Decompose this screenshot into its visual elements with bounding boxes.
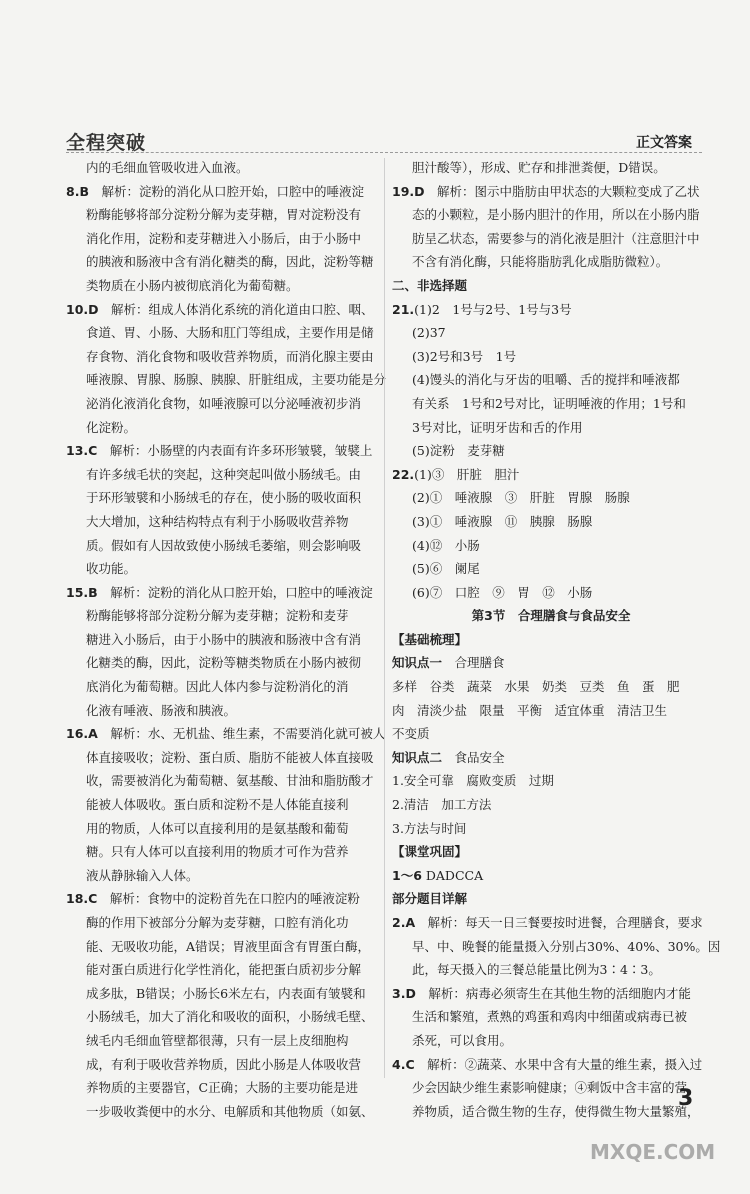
question-number: 18. [66,891,89,907]
section-title: 第3节 合理膳食与食品安全 [471,608,631,624]
text-line [66,651,378,675]
line-text: 合理膳食 [442,655,505,671]
line-text: (1)2 1号与2号、1号与3号 [414,301,572,317]
question-number: 2. [392,915,406,930]
line-text: 能、无吸收功能，A错误；胃液里面含有胃蛋白酶， [86,938,371,954]
line-text: 食品安全 [442,749,505,765]
text-line [66,1053,378,1077]
line-text: 少会因缺少维生素影响健康；④剩饭中含丰富的营 [412,1080,688,1096]
line-text: 此，每天摄入的三餐总能量比例为3∶4∶3。 [412,962,661,978]
line-text: 液从静脉输入人体。 [86,867,199,883]
line-text: 成多肽，B错误；小肠长6米左右，内表面有皱襞和 [86,985,366,1001]
header-section-label: 正文答案 [636,135,692,151]
line-text: 大大增加，这种结构特点有利于小肠吸收营养物 [86,513,349,529]
text-line [66,416,378,440]
line-text: 质。假如有人因故致使小肠绒毛萎缩，则会影响吸 [86,537,362,553]
line-text: 杀死，可以食用。 [412,1032,513,1048]
line-text: 解析：组成人体消化系统的消化道由口腔、咽、 [111,301,374,317]
answer-item [392,180,710,204]
answer-item [392,864,710,888]
text-line [66,156,378,180]
question-number: 10. [66,301,89,317]
text-line [66,1005,378,1029]
section-heading: 【课堂巩固】 [392,844,468,860]
line-text: 化液有唾液、肠液和胰液。 [86,702,237,718]
line-text: 化淀粉。 [86,419,137,435]
text-line [66,203,378,227]
text-line [66,463,378,487]
question-number: 1～6 [392,867,422,883]
text-line [66,250,378,274]
line-text: 生活和繁殖，煮熟的鸡蛋和鸡肉中细菌或病毒已被 [412,1009,688,1025]
text-line [66,1029,378,1053]
knowledge-point-label: 知识点二 [392,749,443,765]
answer-item [66,298,378,322]
line-text: (5)⑥ 阑尾 [412,561,480,577]
left-column [66,156,387,1119]
line-text: 泌消化液消化食物，如唾液腺可以分泌唾液初步消 [86,395,362,411]
text-line [392,958,710,982]
line-text: 能被人体吸收。蛋白质和淀粉不是人体能直接利 [86,797,349,813]
answer-item [66,581,378,605]
text-line [66,557,378,581]
text-line [392,368,710,392]
text-line [66,911,378,935]
text-line [392,203,710,227]
question-number: 21. [392,301,415,317]
question-number: 13. [66,443,89,459]
text-line [66,1076,378,1100]
line-text: 肪呈乙状态，需要参与的消化液是胆汁（注意胆汁中 [412,230,700,246]
answer-choice: A [405,915,416,930]
text-line [392,1100,710,1124]
text-line [392,935,721,959]
text-line [392,675,710,699]
text-line [392,1029,710,1053]
line-text: 粉酶能够将部分淀粉分解为麦芽糖；淀粉和麦芽 [86,608,349,624]
text-line [66,486,378,510]
text-line [66,368,387,392]
line-text: (4)馒头的消化与牙齿的咀嚼、舌的搅拌和唾液都 [412,372,680,388]
answer-choice: C [88,891,98,907]
text-line [392,439,710,463]
text-line [392,156,710,180]
line-text: 能对蛋白质进行化学性消化，能把蛋白质初步分解 [86,962,362,978]
text-line [66,274,378,298]
answer-choice: D [88,301,99,317]
line-text: 解析：水、无机盐、维生素，不需要消化就可被人 [110,726,386,742]
line-text: 态的小颗粒，是小肠内胆汁的作用，所以在小肠内脂 [412,207,700,223]
answer-choice: D [405,985,416,1001]
line-text: 体直接吸收；淀粉、蛋白质、脂肪不能被人体直接吸 [86,749,374,765]
section-heading: 部分题目详解 [392,891,468,907]
text-line [392,651,710,675]
line-text: 解析：食物中的淀粉首先在口腔内的唾液淀粉 [109,891,360,907]
text-line [66,675,378,699]
line-text: 小肠绒毛，加大了消化和吸收的面积，小肠绒毛壁、 [86,1009,374,1025]
line-text: 于环形皱襞和小肠绒毛的存在，使小肠的吸收面积 [86,490,362,506]
question-number: 15. [66,584,89,600]
header-brand: 全程突破 [66,132,147,154]
line-text: 化糖类的酶，因此，淀粉等糖类物质在小肠内被彻 [86,655,362,671]
answer-item [392,298,710,322]
text-line [66,746,378,770]
line-text: 解析：淀粉的消化从口腔开始，口腔中的唾液淀 [101,183,364,199]
watermark-site: MXQE.COM [590,1140,716,1164]
text-line [66,392,378,416]
line-text: 类物质在小肠内被彻底消化为葡萄糖。 [86,277,299,293]
answer-item [66,722,386,746]
line-text: 不含有消化酶，只能将脂肪乳化成脂肪微粒）。 [412,254,669,270]
answer-choice: D [414,183,425,199]
line-text: (2)① 唾液腺 ③ 肝脏 胃腺 肠腺 [412,490,630,506]
line-text: 1.安全可靠 腐败变质 过期 [392,773,554,789]
column-divider [384,158,385,1078]
line-text: (1)③ 肝脏 胆汁 [414,466,520,482]
text-line [66,840,378,864]
line-text: 食道、胃、小肠、大肠和肛门等组成，主要作用是储 [86,325,374,341]
text-line [392,722,710,746]
question-number: 4. [392,1056,406,1072]
line-text: 内的毛细血管吸收进入血液。 [86,160,249,175]
question-number: 22. [392,466,415,482]
line-text: (3)2号和3号 1号 [412,348,517,364]
line-text: 用的物质，人体可以直接利用的是氨基酸和葡萄 [86,820,349,836]
answer-choice: A [88,726,98,742]
section-heading: 二、非选择题 [392,277,468,293]
answer-item [392,982,710,1006]
line-text: (5)淀粉 麦芽糖 [412,443,505,459]
page-number: 3 [678,1086,694,1111]
question-number: 8. [66,183,80,199]
line-text: 解析：②蔬菜、水果中含有大量的维生素，摄入过 [427,1056,703,1072]
text-line [66,227,378,251]
text-line [66,864,378,888]
text-line [66,345,378,369]
answer-item [392,1053,710,1077]
text-line [392,534,710,558]
line-text: 收，需要被消化为葡萄糖、氨基酸、甘油和脂肪酸才 [86,773,374,789]
line-text: 解析：小肠壁的内表面有许多环形皱襞，皱襞上 [109,443,373,459]
text-line [66,604,378,628]
text-line [66,1100,378,1124]
text-line [392,793,710,817]
line-text: DADCCA [421,867,484,883]
line-text: (6)⑦ 口腔 ⑨ 胃 ⑫ 小肠 [412,584,593,600]
line-text: 糖进入小肠后，由于小肠中的胰液和肠液中含有消 [86,631,362,647]
answer-choice: B [88,584,98,600]
text-line [66,935,378,959]
answer-choice: C [405,1056,415,1072]
line-text: 一步吸收粪便中的水分、电解质和其他物质（如氨、 [86,1103,374,1119]
line-text: 养物质，适合微生物的生存，使得微生物大量繁殖， [412,1103,700,1119]
line-text: 解析：淀粉的消化从口腔开始，口腔中的唾液淀 [110,584,373,600]
line-text: 早、中、晚餐的能量摄入分别占30%、40%、30%。因 [412,938,721,954]
line-text: 3.方法与时间 [392,820,467,836]
text-line [66,699,378,723]
text-line [392,746,710,770]
answer-item [66,887,378,911]
answer-choice: C [88,443,98,459]
line-text: 消化作用，淀粉和麦芽糖进入小肠后，由于小肠中 [86,230,362,246]
text-line [66,534,378,558]
answer-item [392,463,710,487]
line-text: 2.清洁 加工方法 [392,797,492,813]
line-text: 解析：病毒必须寄生在其他生物的活细胞内才能 [428,985,691,1001]
text-line [66,817,378,841]
text-line [392,250,710,274]
text-line [392,227,710,251]
line-text: 胆汁酸等），形成、贮存和排泄粪便，D错误。 [412,160,666,175]
line-text: 糖。只有人体可以直接利用的物质才可作为营养 [86,844,349,860]
line-text: 成，有利于吸收营养物质，因此小肠是人体吸收营 [86,1056,362,1072]
text-line [66,510,378,534]
question-number: 16. [66,726,89,742]
text-line [392,581,710,605]
text-line [392,1005,710,1029]
right-column [392,156,721,1119]
text-line [392,321,710,345]
line-text: 的胰液和肠液中含有消化糖类的酶，因此，淀粉等糖 [86,254,374,270]
answer-item [66,180,378,204]
header-rule [66,152,702,153]
answer-item [392,911,710,935]
line-text: 有许多绒毛状的突起，这种突起叫做小肠绒毛。由 [86,466,362,482]
line-text: 唾液腺、胃腺、肠腺、胰腺、肝脏组成，主要功能是分 [86,372,387,388]
line-text: 解析：图示中脂肪由甲状态的大颗粒变成了乙状 [437,183,700,199]
text-line [66,793,378,817]
text-line [392,769,710,793]
text-line [392,345,710,369]
text-line [66,982,378,1006]
text-line [392,486,710,510]
line-text: 收功能。 [86,561,137,577]
line-text: 肉 清淡少盐 限量 平衡 适宜体重 清洁卫生 [392,702,668,718]
text-line [66,321,378,345]
text-line [392,817,710,841]
answer-item [66,439,378,463]
line-text: 不变质 [392,726,430,742]
line-text: 存食物、消化食物和吸收营养物质，而消化腺主要由 [86,348,374,364]
text-line [66,769,378,793]
answer-choice: B [79,183,89,199]
text-line [392,510,710,534]
line-text: 3号对比，证明牙齿和舌的作用 [412,419,583,435]
knowledge-point-label: 知识点一 [392,655,443,671]
line-text: 养物质的主要器官，C正确；大肠的主要功能是进 [86,1080,359,1096]
line-text: 粉酶能够将部分淀粉分解为麦芽糖，胃对淀粉没有 [86,207,362,223]
question-number: 19. [392,183,415,199]
line-text: 解析：每天一日三餐要按时进餐，合理膳食，要求 [427,915,703,930]
text-line [66,628,378,652]
text-line [392,557,710,581]
line-text: (4)⑫ 小肠 [412,537,480,553]
text-line [392,699,710,723]
text-line [66,958,378,982]
line-text: 底消化为葡萄糖。因此人体内参与淀粉消化的消 [86,679,349,695]
line-text: (2)37 [412,325,446,341]
text-line [392,416,710,440]
line-text: 有关系 1号和2号对比，证明唾液的作用；1号和 [412,395,686,411]
question-number: 3. [392,985,406,1001]
text-line [392,392,710,416]
section-heading: 【基础梳理】 [392,631,468,647]
text-line [392,1076,710,1100]
line-text: 绒毛内毛细血管壁都很薄，只有一层上皮细胞构 [86,1032,349,1048]
line-text: 多样 谷类 蔬菜 水果 奶类 豆类 鱼 蛋 肥 [392,679,680,695]
line-text: (3)① 唾液腺 ⑪ 胰腺 肠腺 [412,513,593,529]
line-text: 酶的作用下被部分分解为麦芽糖，口腔有消化功 [86,915,349,930]
